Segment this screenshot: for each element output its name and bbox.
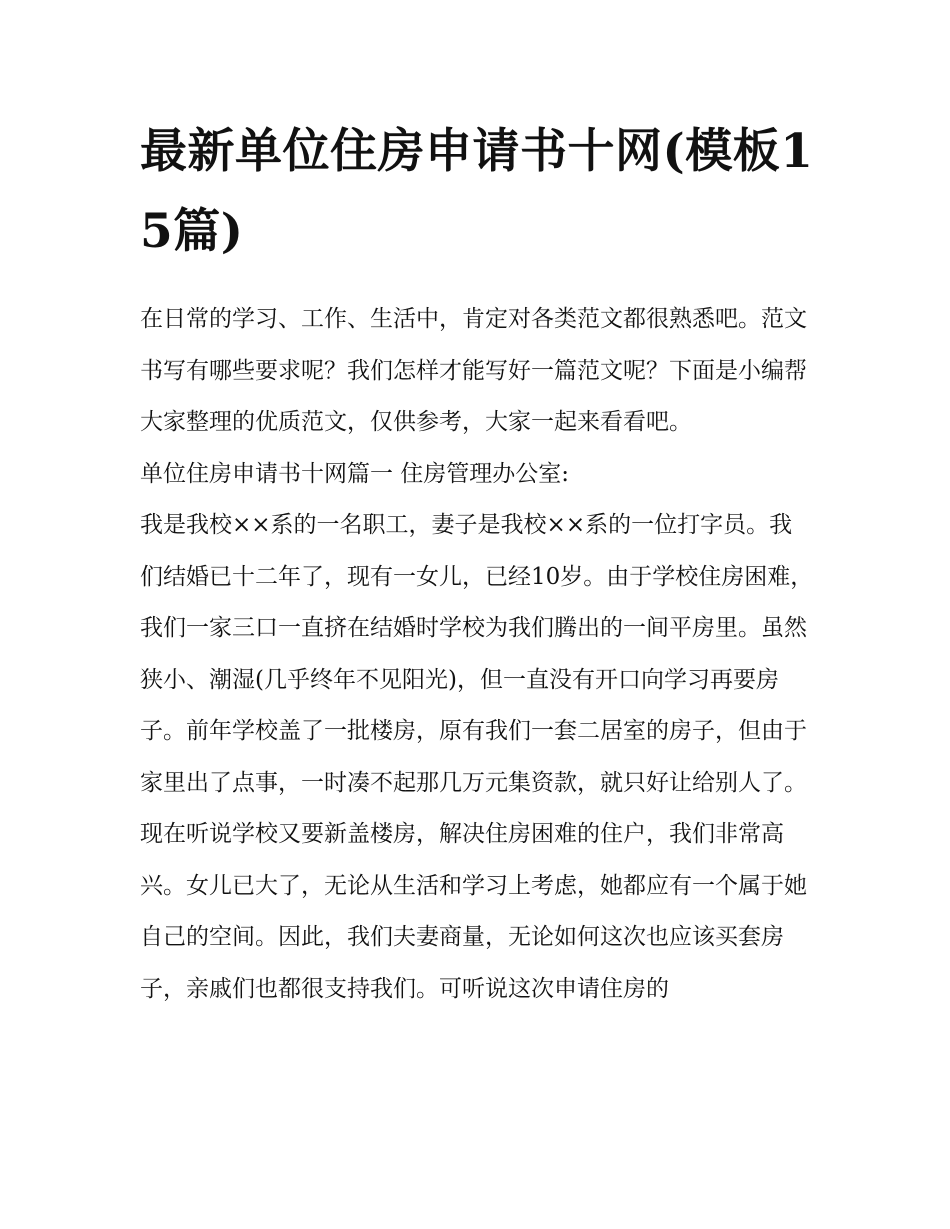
paragraph-heading: 单位住房申请书十网篇一 住房管理办公室: bbox=[140, 460, 570, 487]
paragraph-intro: 在日常的学习、工作、生活中，肯定对各类范文都很熟悉吧。范文书写有哪些要求呢？我们怎样才能写好一篇范文呢？下面是小编帮大家整理的优质范文，仅供参考，大家一起来看看吧。 bbox=[140, 306, 807, 435]
paragraph-body-2: 现在听说学校又要新盖楼房，解决住房困难的住户，我们非常高兴。女儿已大了，无论从生活和学习上考虑，她都应有一个属于她自己的空间。因此，我们夫妻商量，无论如何这次也应该买套房子，亲戚们也都很支持我们。可听说这次申请住房的 bbox=[140, 821, 807, 1002]
paragraph-body-1: 我是我校××系的一名职工，妻子是我校××系的一位打字员。我们结婚已十二年了，现有一女儿，已经10岁。由于学校住房困难，我们一家三口一直挤在结婚时学校为我们腾出的一间平房里。虽然狭小、潮湿(几乎终年不见阳光)，但一直没有开口向学习再要房子。前年学校盖了一批楼房，原有我们一套二居室的房子，但由于家里出了点事，一时凑不起那几万元集资款，就只好让给别人了。 bbox=[140, 512, 814, 796]
document-page bbox=[140, 112, 815, 1015]
document-title: 最新单位住房申请书十网(模板15篇) bbox=[140, 124, 814, 259]
document-body bbox=[140, 294, 815, 1015]
